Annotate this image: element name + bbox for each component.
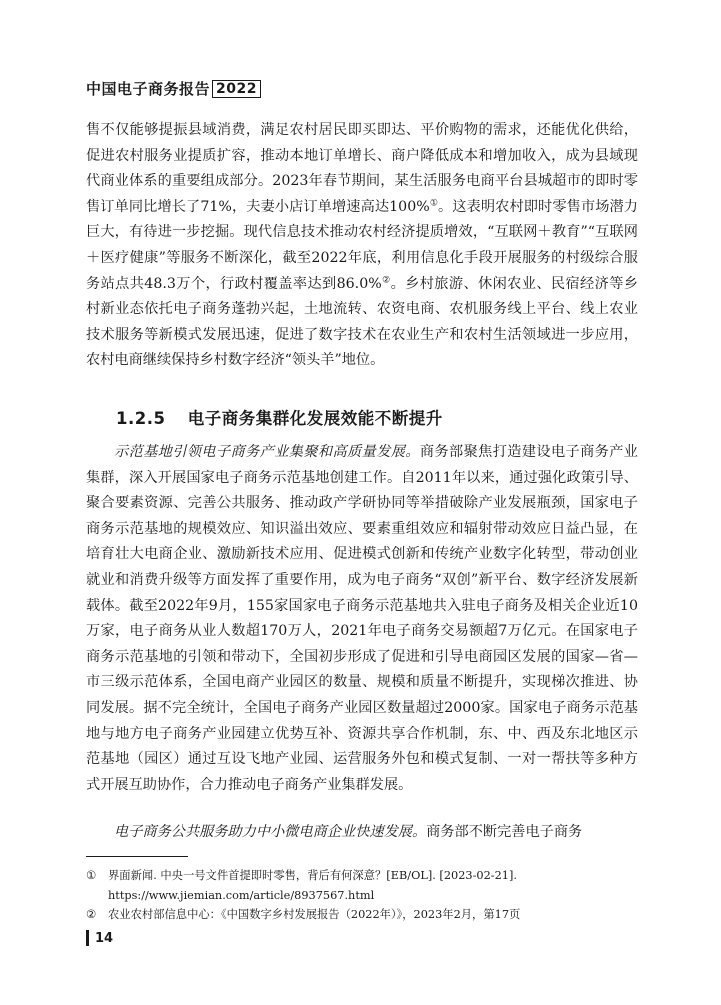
footnote-url[interactable]: https://www.jiemian.com/article/8937567.html [108,888,375,902]
paragraph-text: 商务部不断完善电子商务 [426,824,583,840]
paragraph-text: 。这表明农村即时零售市场潜力巨大，有待进一步挖掘。现代信息技术推动农村经济提质增效，“互联网＋教育”“互联网＋医疗健康”等服务不断深化，截至2022年底，利用信息化手段开展服务的村级综合服务站点共48.3万个，行政村覆盖率达到86.0% [86,198,638,292]
paragraph-demo-bases [86,440,638,798]
page-number-bar [86,930,89,946]
report-title: 中国电子商务报告 [86,80,211,98]
paragraph-rural-ecommerce [86,118,638,374]
running-header [86,78,261,99]
footnote-mark: ② [86,908,97,921]
page-number-value: 14 [95,930,114,946]
footnote-2 [86,905,638,925]
paragraph-lead: 示范基地引领电子商务产业集聚和高质量发展。 [114,444,420,460]
paragraph-lead: 电子商务公共服务助力中小微电商企业快速发展。 [114,824,427,840]
report-year-badge: 2022 [212,80,261,98]
paragraph-text: 售不仅能够提振县域消费，满足农村居民即买即达、平价购物的需求，还能优化供给，促进农村服务业提质扩容，推动本地订单增长、商户降低成本和增加收入，成为县域现代商业体系的重要组成部分。2023年春节期间，某生活服务电商平台县城超市的即时零售订单同比增长了71%，夫妻小店订单增速高达100% [86,122,638,215]
page-number [86,930,113,946]
footnote-text: 界面新闻. 中央一号文件首提即时零售，背后有何深意？[EB/OL]. [2023-02-21]. [108,869,517,882]
footnote-text: 农业农村部信息中心：《中国数字乡村发展报告（2022年）》，2023年2月，第17页 [108,908,521,921]
section-heading [116,405,443,429]
section-number: 1.2.5 [116,409,166,428]
footnote-ref-1[interactable]: ① [429,198,439,209]
paragraph-text: 。乡村旅游、休闲农业、民宿经济等乡村新业态依托电子商务蓬勃兴起，土地流转、农资电商、农机服务线上平台、线上农业技术服务等新模式发展迅速，促进了数字技术在农业生产和农村生活领域进一步应用，农村电商继续保持乡村数字经济“领头羊”地位。 [86,275,638,369]
footnote-ref-2[interactable]: ② [381,274,391,285]
section-title: 电子商务集群化发展效能不断提升 [187,409,443,428]
footnote-1 [86,866,638,905]
footnote-divider [86,856,188,857]
paragraph-public-services [86,820,638,846]
paragraph-text: 商务部聚焦打造建设电子商务产业集群，深入开展国家电子商务示范基地创建工作。自2011年以来，通过强化政策引导、聚合要素资源、完善公共服务、推动政产学研协同等举措破除产业发展瓶颈，国家电子商务示范基地的规模效应、知识溢出效应、要素重组效应和辐射带动效应日益凸显，在培育壮大电商企业、激励新技术应用、促进模式创新和传统产业数字化转型，带动创业就业和消费升级等方面发挥了重要作用，成为电子商务“双创”新平台、数字经济发展新载体。截至2022年9月，155家国家电子商务示范基地共入驻电子商务及相关企业近10万家，电子商务从业人数超170万人，2021年电子商务交易额超7万亿元。在国家电子商务示范基地的引领和带动下，全国初步形成了促进和引导电商园区发展的国家—省—市三级示范体系，全国电商产业园区的数量、规模和质量不断提升，实现梯次推进、协同发展。据不完全统计，全国电子商务产业园区数量超过2000家。国家电子商务示范基地与地方电子商务产业园建立优势互补、资源共享合作机制，东、中、西及东北地区示范基地（园区）通过互设飞地产业园、运营服务外包和模式复制、一对一帮扶等多种方式开展互助协作，合力推动电子商务产业集群发展。 [86,444,638,793]
footnote-mark: ① [86,869,97,882]
footnotes [86,866,638,925]
